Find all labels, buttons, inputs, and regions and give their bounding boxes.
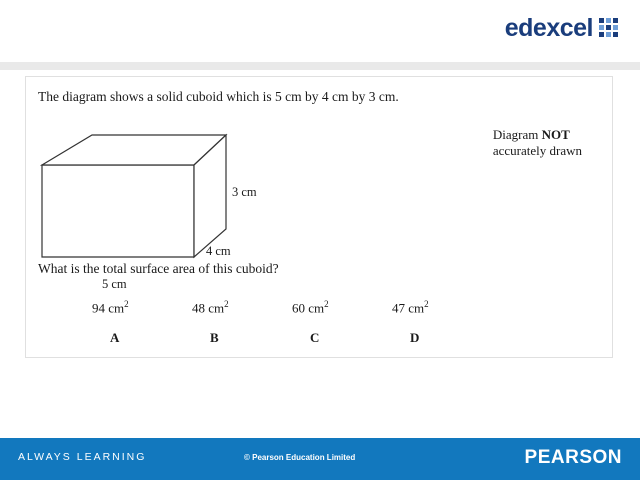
edexcel-wordmark: edexcel: [504, 14, 593, 42]
pearson-wordmark: PEARSON: [524, 447, 622, 468]
dimension-height-label: 3 cm: [232, 185, 257, 199]
answer-option-a[interactable]: [92, 299, 192, 346]
answer-value-b: 48 $cm^2$: [192, 299, 229, 316]
answer-letter-a: A: [110, 330, 120, 346]
footer: [0, 438, 640, 480]
question-prompt: What is the total surface area of this cuboid?: [38, 261, 279, 276]
edexcel-logo: [505, 14, 618, 43]
answer-option-b[interactable]: [192, 299, 292, 346]
answer-letter-c: C: [310, 330, 320, 346]
question-card: [25, 76, 613, 358]
answer-option-d[interactable]: [392, 299, 492, 346]
answer-value-c: 60 $cm^2$: [292, 299, 329, 316]
header-divider: [0, 62, 640, 70]
edexcel-dots-icon: [599, 18, 618, 37]
dimension-width-label: 5 cm: [102, 277, 127, 291]
answer-value-a: 94 $cm^2$: [92, 299, 129, 316]
header: [0, 0, 640, 62]
diagram-note-line1: Diagram: [492, 127, 539, 142]
answer-value-d: 47 $cm^2$: [392, 299, 429, 316]
answer-letter-b: B: [210, 330, 219, 346]
answer-letter-d: D: [410, 330, 420, 346]
diagram-note-emphasis: NOT: [541, 127, 570, 142]
footer-copyright: © Pearson Education Limited: [244, 453, 356, 462]
diagram-note-line2: accurately drawn: [492, 143, 582, 159]
answer-options: [92, 299, 522, 346]
question-intro: The diagram shows a solid cuboid which is 5 cm by 4 cm by 3 cm.: [38, 89, 399, 104]
footer-tagline: ALWAYS LEARNING: [18, 451, 147, 463]
diagram-note: [493, 127, 582, 160]
dimension-depth-label: 4 cm: [206, 244, 231, 258]
answer-option-c[interactable]: [292, 299, 392, 346]
